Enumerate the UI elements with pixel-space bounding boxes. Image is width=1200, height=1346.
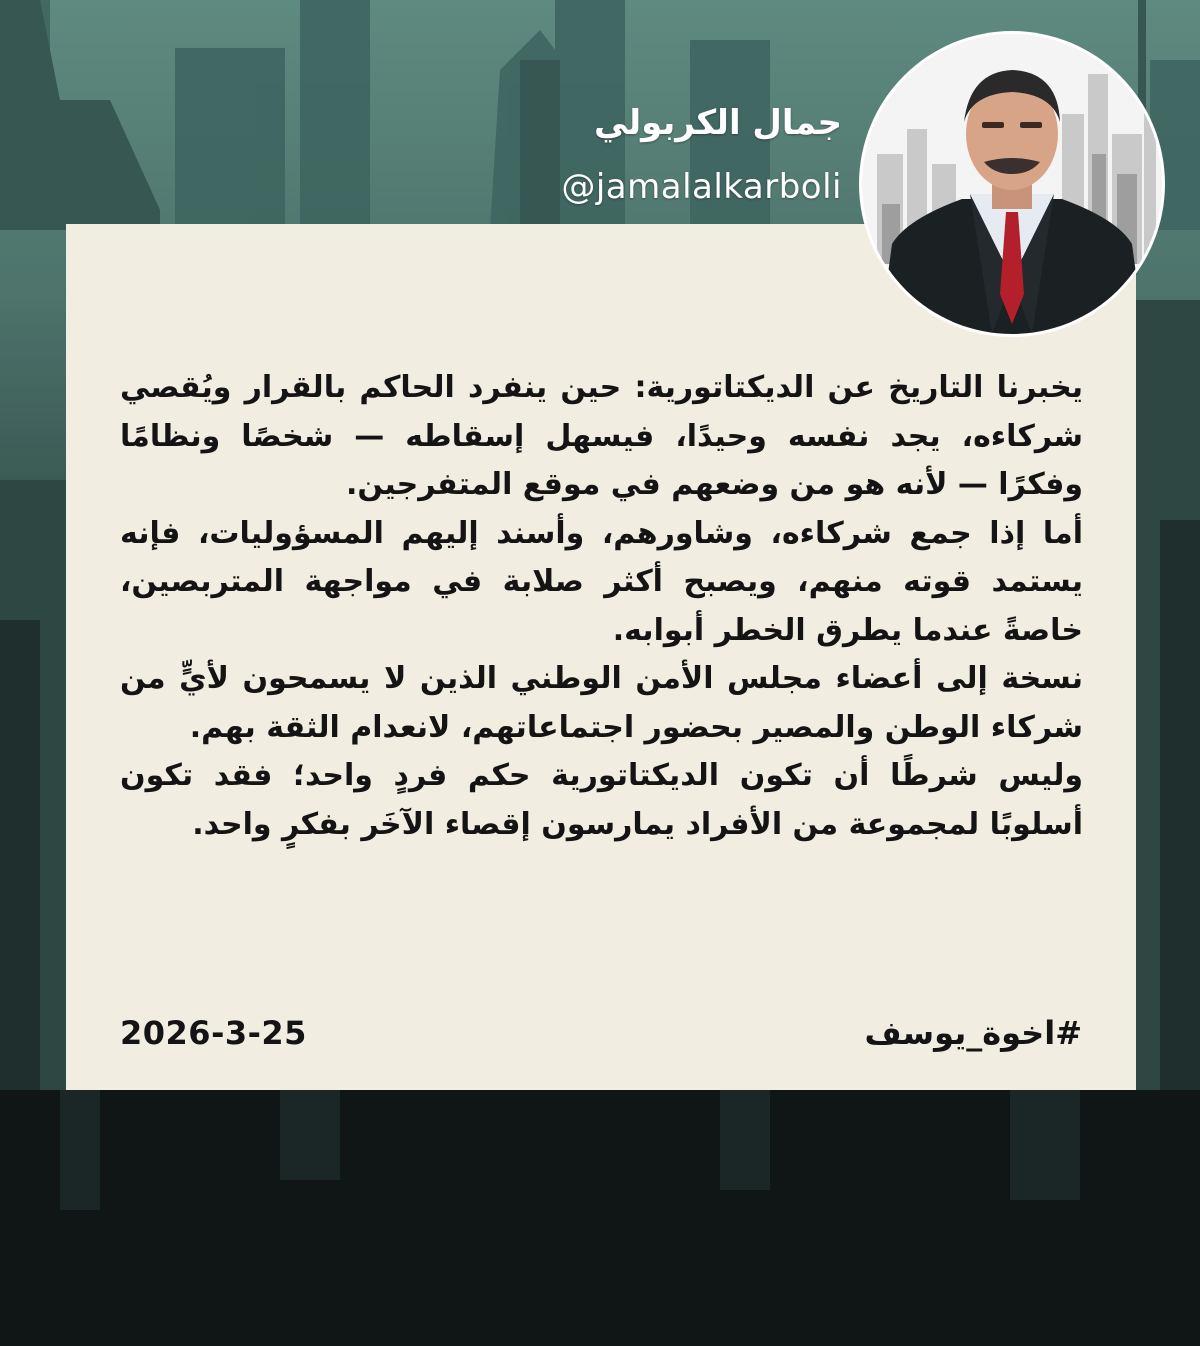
post-paragraph: يخبرنا التاريخ عن الديكتاتورية: حين ينفرد الحاكم بالقرار ويُقصي شركاءه، يجد نفسه وحيدًا، فيسهل إسقاطه — شخصًا ونظامًا وفكرًا — لأنه هو من وضعهم في موقع المتفرجين. — [120, 370, 1083, 502]
hashtag[interactable]: #اخوة_يوسف — [864, 1014, 1082, 1052]
post-paragraph: نسخة إلى أعضاء مجلس الأمن الوطني الذين لا يسمحون لأيٍّ من شركاء الوطن والمصير بحضور اجتماعاتهم، لانعدام الثقة بهم. — [120, 661, 1083, 745]
avatar[interactable] — [862, 34, 1162, 334]
author-handle[interactable]: @jamalalkarboli — [561, 167, 842, 207]
author-name: جمال الكربولي — [594, 103, 842, 143]
post-paragraph: أما إذا جمع شركاءه، وشاورهم، وأسند إليهم المسؤوليات، فإنه يستمد قوته منهم، ويصبح أكثر صلابة في مواجهة المتربصين، خاصةً عندما يطرق الخطر أبوابه. — [120, 515, 1083, 648]
avatar-portrait — [862, 34, 1162, 334]
post-paragraph: وليس شرطًا أن تكون الديكتاتورية حكم فردٍ واحد؛ فقد تكون أسلوبًا لمجموعة من الأفراد يمارسون إقصاء الآخَر بفكرٍ واحد. — [120, 758, 1083, 842]
post-date: 2026-3-25 — [120, 1014, 307, 1052]
post-body — [120, 364, 1083, 849]
